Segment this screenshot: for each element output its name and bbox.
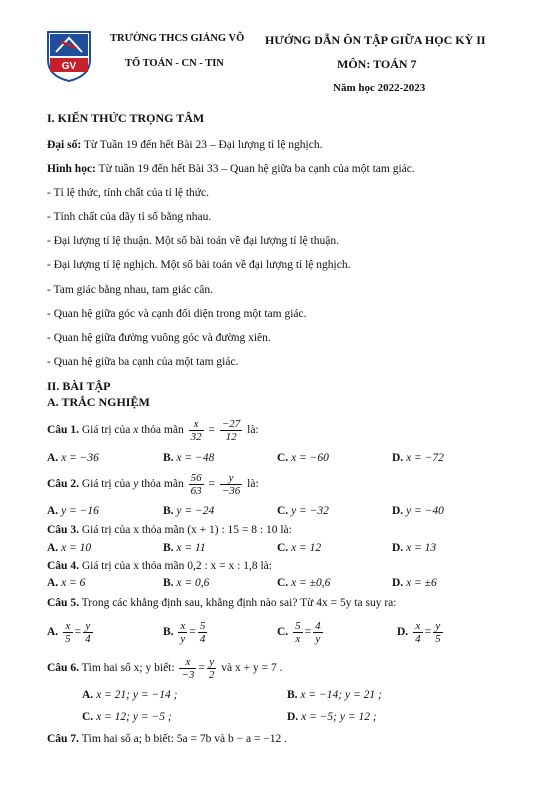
question-6-fraction-right: $\frac{y}{2}$ xyxy=(208,656,215,681)
question-2-label: Câu 2. xyxy=(47,478,79,491)
document-title: HƯỚNG DẪN ÔN TẬP GIỮA HỌC KỲ II xyxy=(265,33,486,47)
q1-option-a[interactable]: A. x = −36 xyxy=(47,452,99,464)
q2-option-a[interactable]: A. y = −16 xyxy=(47,505,99,517)
question-3-text: Giá trị của x thỏa mãn (x + 1) : 15 = 8 : 10 là: xyxy=(78,524,292,536)
section-subheading-mcq: A. TRẮC NGHIỆM xyxy=(47,395,150,409)
question-7-text: Tìm hai số a; b biết: 5a = 7b và b − a = −12 . xyxy=(78,733,288,745)
question-4-text: Giá trị của x thỏa mãn 0,2 : x = x : 1,8 là: xyxy=(78,560,272,572)
question-2-post: là: xyxy=(247,478,259,491)
q4-option-a[interactable]: A. x = 6 xyxy=(47,577,86,589)
q6-option-a[interactable]: A. x = 21; y = −14 ; xyxy=(82,689,178,701)
question-2-pre: Giá trị của xyxy=(78,478,134,491)
question-6-post: và x + y = 7 . xyxy=(221,662,283,675)
question-1-var: x xyxy=(133,424,139,437)
topic-item: - Quan hệ giữa đường vuông góc và đường xiên. xyxy=(47,332,271,344)
question-1 xyxy=(47,418,259,443)
question-5-text: Trong các khẳng định sau, khẳng định nào sai? Từ 4x = 5y ta suy ra: xyxy=(78,597,397,609)
q4-option-d[interactable]: D. x = ±6 xyxy=(392,577,437,589)
question-6-fraction-left: $\frac{x}{-3}$ xyxy=(181,656,195,681)
geometry-text: Từ tuần 19 đến hết Bài 33 – Quan hệ giữa ba cạnh của một tam giác. xyxy=(95,163,415,175)
topic-item: - Tính chất của dãy tỉ số bằng nhau. xyxy=(47,211,212,223)
algebra-line xyxy=(47,139,322,151)
question-3 xyxy=(47,524,292,536)
q3-option-a[interactable]: A. x = 10 xyxy=(47,542,92,554)
question-1-fraction-right: $\frac{-27}{12}$ xyxy=(221,418,241,443)
topic-item: - Quan hệ giữa góc và cạnh đối diện trong một tam giác. xyxy=(47,308,307,320)
section-heading-exercises: II. BÀI TẬP xyxy=(47,379,111,393)
q1-option-d[interactable]: D. x = −72 xyxy=(392,452,444,464)
geometry-line xyxy=(47,163,415,175)
school-year: Năm học 2022-2023 xyxy=(333,82,426,94)
school-logo xyxy=(46,30,92,82)
school-logo-icon xyxy=(46,30,92,82)
q5-option-a[interactable]: A. $\frac{x}{5}$ = $\frac{y}{4}$ xyxy=(47,620,91,645)
q6-option-b[interactable]: B. x = −14; y = 21 ; xyxy=(287,689,382,701)
q1-option-c[interactable]: C. x = −60 xyxy=(277,452,329,464)
topic-item: - Quan hệ giữa ba cạnh của một tam giác. xyxy=(47,356,239,368)
algebra-label: Đại số: xyxy=(47,139,82,151)
question-1-mid: thỏa mãn xyxy=(138,424,187,437)
q5-option-c[interactable]: C. $\frac{5}{x}$ = $\frac{4}{y}$ xyxy=(277,620,321,645)
question-2-equals: = xyxy=(208,478,215,491)
q5-option-d[interactable]: D. $\frac{x}{4}$ = $\frac{y}{5}$ xyxy=(397,620,441,645)
subject-line: MÔN: TOÁN 7 xyxy=(337,57,417,71)
geometry-label: Hình học: xyxy=(47,163,96,175)
question-2-mid: thỏa mãn xyxy=(138,478,187,491)
topic-item: - Đại lượng tỉ lệ nghịch. Một số bài toán về đại lượng tỉ lệ nghịch. xyxy=(47,259,351,271)
question-2-fraction-right: $\frac{y}{-36}$ xyxy=(221,472,241,497)
question-1-pre: Giá trị của xyxy=(78,424,134,437)
q2-option-d[interactable]: D. y = −40 xyxy=(392,505,444,517)
question-4-label: Câu 4. xyxy=(47,560,79,572)
q3-option-b[interactable]: B. x = 11 xyxy=(163,542,206,554)
question-2 xyxy=(47,472,259,497)
question-6-pre: Tìm hai số x; y biết: xyxy=(78,662,178,675)
q3-option-c[interactable]: C. x = 12 xyxy=(277,542,322,554)
q6-option-c[interactable]: C. x = 12; y = −5 ; xyxy=(82,711,172,723)
question-1-label: Câu 1. xyxy=(47,424,79,437)
question-2-fraction-left: $\frac{56}{63}$ xyxy=(190,472,202,497)
question-4 xyxy=(47,560,272,572)
q5-option-b[interactable]: B. $\frac{x}{y}$ = $\frac{5}{4}$ xyxy=(163,620,206,645)
question-5 xyxy=(47,597,396,609)
topic-item: - Tam giác bằng nhau, tam giác cân. xyxy=(47,284,213,296)
q3-option-d[interactable]: D. x = 13 xyxy=(392,542,437,554)
q4-option-b[interactable]: B. x = 0,6 xyxy=(163,577,210,589)
question-6: Câu 6. Tìm hai số x; y biết: $\frac{x}{-3}$ = $\frac{y}{2}$ và x + y = 7 . xyxy=(47,656,283,681)
q2-option-c[interactable]: C. y = −32 xyxy=(277,505,329,517)
question-2-var: y xyxy=(133,478,139,491)
question-1-equals: = xyxy=(208,424,215,437)
department-name: TỔ TOÁN - CN - TIN xyxy=(125,58,224,69)
topic-item: - Đại lượng tỉ lệ thuận. Một số bài toán về đại lượng tỉ lệ thuận. xyxy=(47,235,339,247)
question-1-fraction-left: $\frac{x}{32}$ xyxy=(190,418,202,443)
question-6-label: Câu 6. xyxy=(47,662,79,675)
question-7 xyxy=(47,733,287,745)
q2-option-b[interactable]: B. y = −24 xyxy=(163,505,215,517)
section-heading-knowledge: I. KIẾN THỨC TRỌNG TÂM xyxy=(47,111,205,125)
q4-option-c[interactable]: C. x = ±0,6 xyxy=(277,577,331,589)
question-7-label: Câu 7. xyxy=(47,733,79,745)
logo-text: GV xyxy=(61,61,77,72)
question-5-label: Câu 5. xyxy=(47,597,79,609)
question-3-label: Câu 3. xyxy=(47,524,79,536)
q6-option-d[interactable]: D. x = −5; y = 12 ; xyxy=(287,711,377,723)
q1-option-b[interactable]: B. x = −48 xyxy=(163,452,215,464)
algebra-text: Từ Tuần 19 đến hết Bài 23 – Đại lượng tỉ lệ nghịch. xyxy=(81,139,323,151)
question-1-post: là: xyxy=(247,424,259,437)
topic-item: - Tỉ lệ thức, tính chất của tỉ lệ thức. xyxy=(47,187,210,199)
school-name: TRƯỜNG THCS GIẢNG VÕ xyxy=(110,33,245,44)
